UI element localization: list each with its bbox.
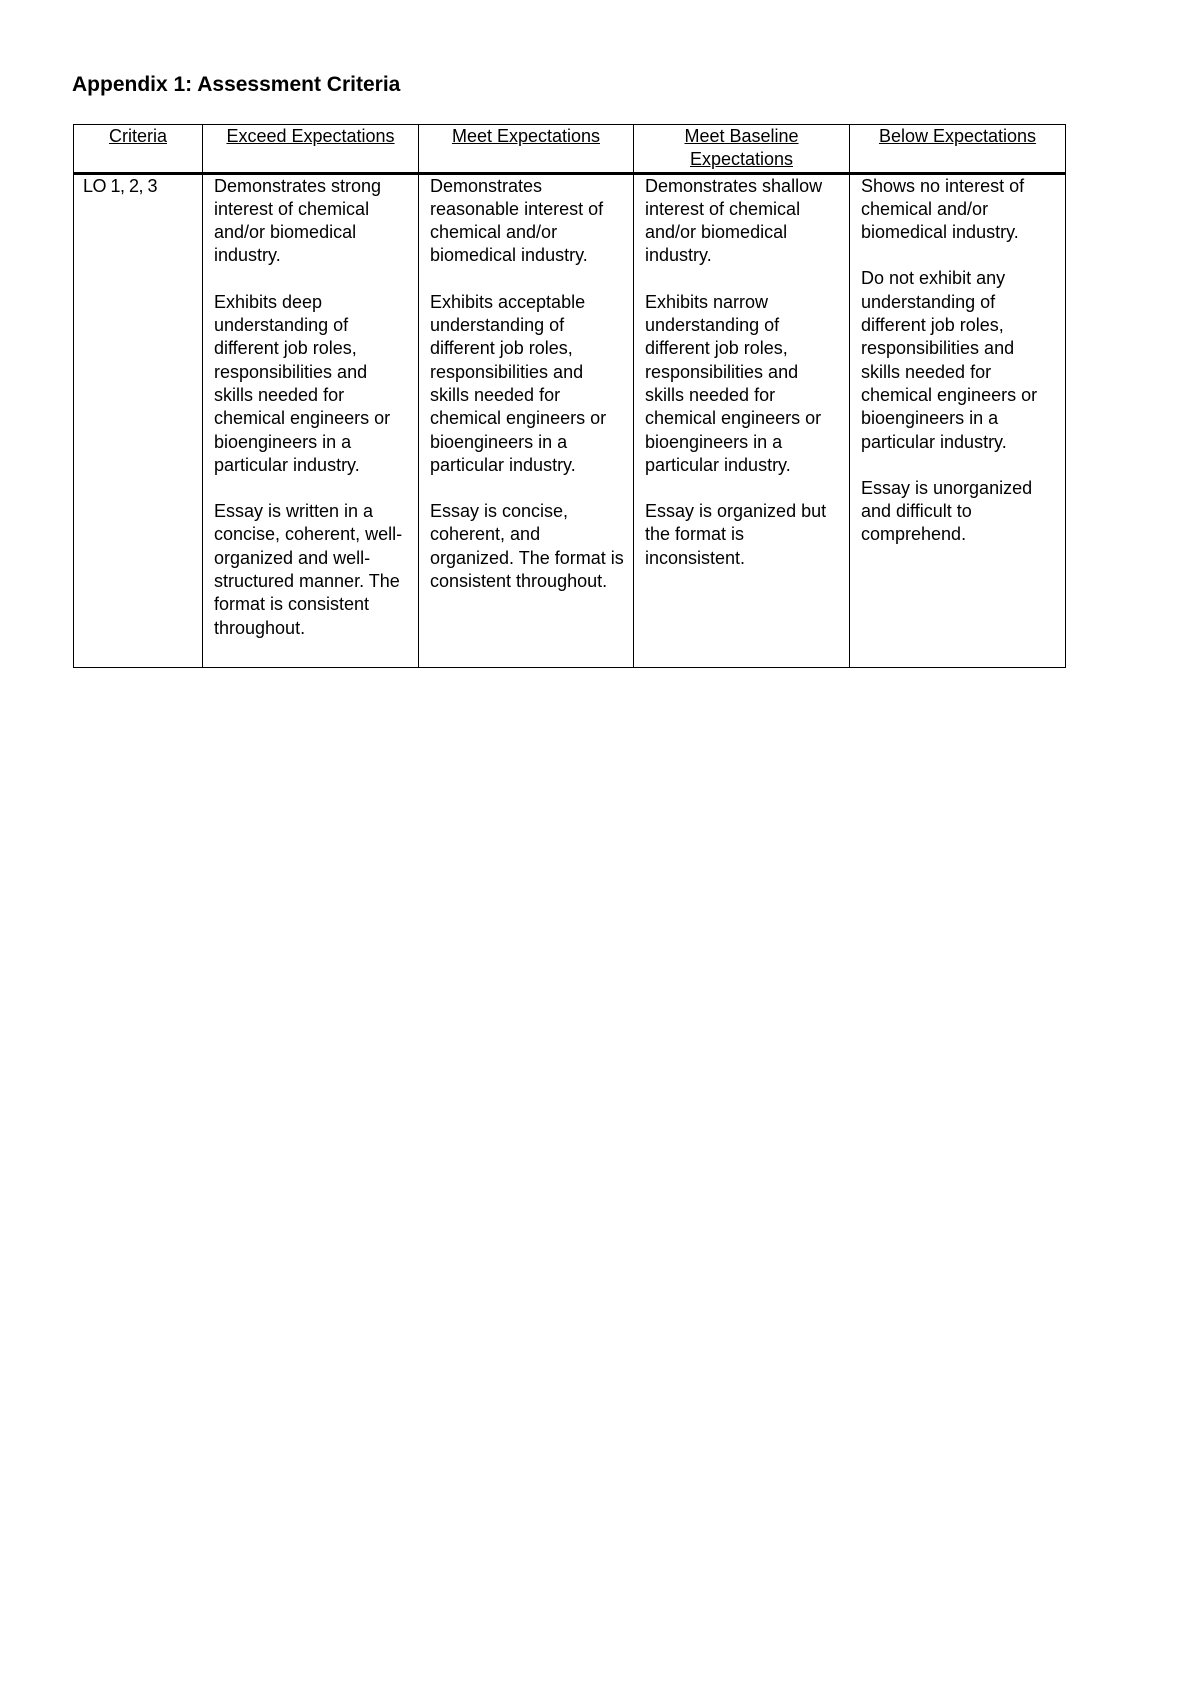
below-interest-text: Shows no interest of chemical and/or biomedical industry. (861, 175, 1025, 243)
baseline-essay-text: Essay is organized but the format is inconsistent. (645, 501, 827, 568)
header-below-expectations: Below Expectations (850, 125, 1066, 174)
page-title: Appendix 1: Assessment Criteria (72, 73, 401, 96)
criteria-cell: LO 1, 2, 3 (74, 173, 203, 667)
meet-baseline-expectations-cell (634, 173, 850, 667)
below-expectations-cell (850, 173, 1066, 667)
header-criteria: Criteria (74, 125, 203, 174)
exceed-expectations-cell (203, 173, 419, 667)
header-meet-expectations: Meet Expectations (419, 125, 634, 174)
exceed-understanding-text: Exhibits deep understanding of different job roles, responsibilities and skills needed for chemical engineers or bioengineers in a particular industry. (214, 291, 391, 475)
header-meet-baseline-expectations: Meet Baseline Expectations (634, 125, 850, 174)
below-essay-text: Essay is unorganized and difficult to comprehend. (861, 477, 1033, 545)
meet-understanding-text: Exhibits acceptable understanding of different job roles, responsibilities and skills needed for chemical engineers or bioengineers in a particular industry. (430, 291, 607, 475)
baseline-interest-text: Demonstrates shallow interest of chemical and/or biomedical industry. (645, 175, 823, 266)
exceed-essay-text: Essay is written in a concise, coherent, well-organized and well-structured manner. The format is consistent throughout. (214, 501, 403, 638)
below-understanding-text: Do not exhibit any understanding of different job roles, responsibilities and skills needed for chemical engineers or bioengineers in a particular industry. (861, 268, 1038, 452)
baseline-understanding-text: Exhibits narrow understanding of different job roles, responsibilities and skills needed for chemical engineers or bioengineers in a particular industry. (645, 291, 822, 475)
meet-interest-text: Demonstrates reasonable interest of chemical and/or biomedical industry. (430, 175, 604, 266)
table-row (74, 173, 1066, 667)
assessment-criteria-table (73, 124, 1066, 668)
meet-expectations-cell (419, 173, 634, 667)
table-header-row (74, 125, 1066, 174)
meet-essay-text: Essay is concise, coherent, and organized. The format is consistent throughout. (430, 501, 624, 592)
header-exceed-expectations: Exceed Expectations (203, 125, 419, 174)
exceed-interest-text: Demonstrates strong interest of chemical and/or biomedical industry. (214, 175, 382, 266)
